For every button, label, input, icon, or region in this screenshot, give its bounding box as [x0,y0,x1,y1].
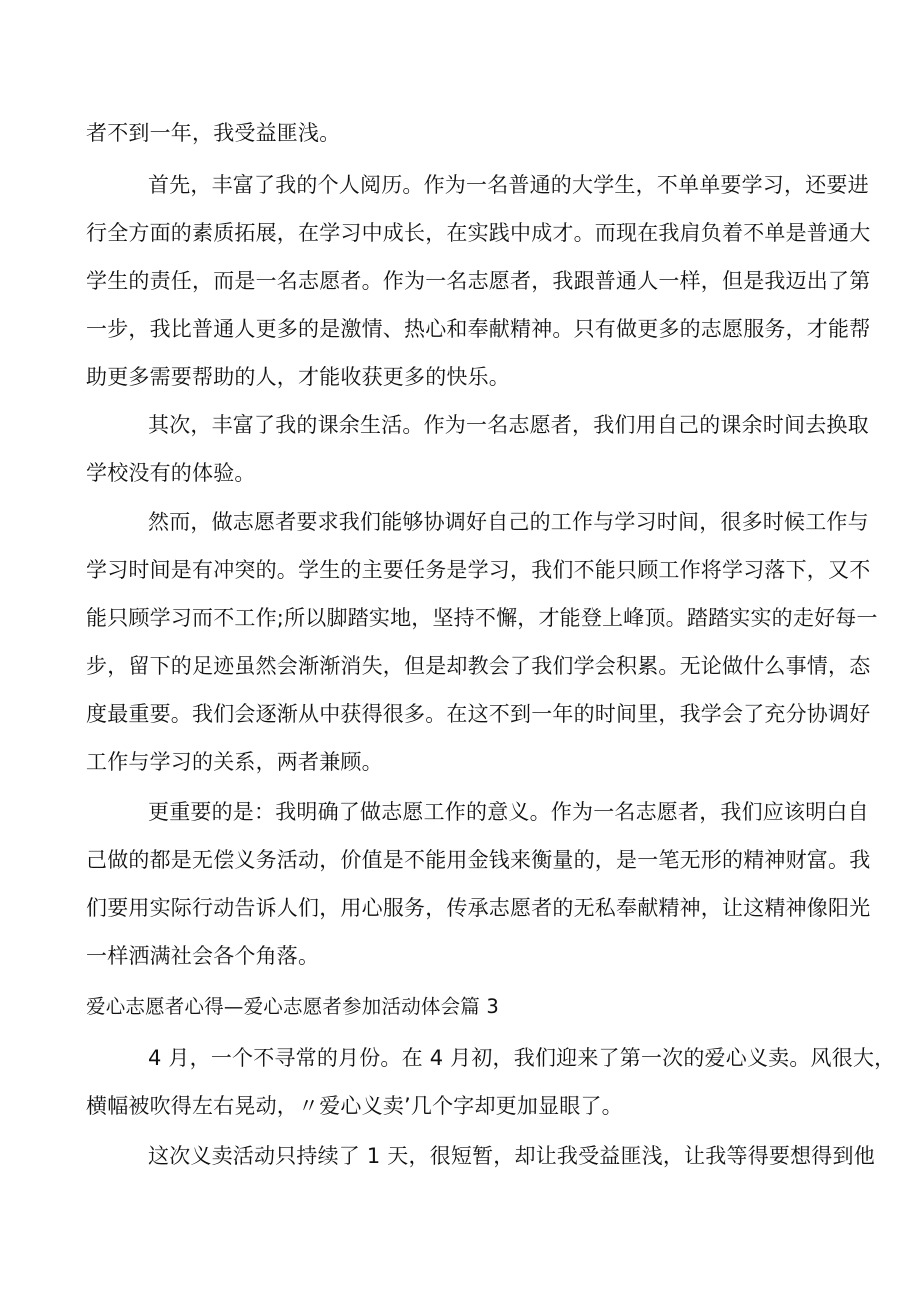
paragraph-line: 工作与学习的关系，两者兼顾。 [86,750,383,774]
paragraph-line: 度最重要。我们会逐渐从中获得很多。在这不到一年的时间里，我学会了充分协调好 [86,702,871,726]
paragraph-line: 这次义卖活动只持续了 1 天，很短暂，却让我受益匪浅，让我等得要想得到他 [148,1144,875,1168]
paragraph-line: 步，留下的足迹虽然会渐渐消失，但是却教会了我们学会积累。无论做什么事情，态 [86,654,871,678]
paragraph-line: 学校没有的体验。 [86,461,256,485]
paragraph-line: 学生的责任，而是一名志愿者。作为一名志愿者，我跟普通人一样，但是我迈出了第 [86,269,871,293]
paragraph-line: 一样洒满社会各个角落。 [86,944,320,968]
paragraph-line: 己做的都是无偿义务活动，价值是不能用金钱来衡量的，是一笔无形的精神财富。我 [86,848,871,872]
paragraph-line: 横幅被吹得左右晃动，〃爱心义卖’几个字却更加显眼了。 [86,1094,623,1118]
section-heading: 爱心志愿者心得—爱心志愿者参加活动体会篇 3 [86,995,500,1018]
paragraph-line: 助更多需要帮助的人，才能收获更多的快乐。 [86,365,510,389]
paragraph-line: 者不到一年，我受益匪浅。 [86,121,341,145]
paragraph-line: 行全方面的素质拓展，在学习中成长，在实践中成才。而现在我肩负着不单是普通大 [86,221,871,245]
paragraph-line: 首先，丰富了我的个人阅历。作为一名普通的大学生，不单单要学习，还要进 [148,173,869,197]
paragraph-line: 然而，做志愿者要求我们能够协调好自己的工作与学习时间，很多时候工作与 [148,510,869,534]
paragraph-line: 一步，我比普通人更多的是激情、热心和奉献精神。只有做更多的志愿服务，才能帮 [86,317,871,341]
paragraph-line: 们要用实际行动告诉人们，用心服务，传承志愿者的无私奉献精神，让这精神像阳光 [86,896,871,920]
paragraph-line: 能只顾学习而不工作;所以脚踏实地，坚持不懈，才能登上峰顶。踏踏实实的走好每一 [86,606,878,630]
paragraph-line: 4 月，一个不寻常的月份。在 4 月初，我们迎来了第一次的爱心义卖。风很大， [148,1046,896,1070]
paragraph-line: 学习时间是有冲突的。学生的主要任务是学习，我们不能只顾工作将学习落下，又不 [86,558,871,582]
paragraph-line: 其次，丰富了我的课余生活。作为一名志愿者，我们用自己的课余时间去换取 [148,413,869,437]
paragraph-line: 更重要的是：我明确了做志愿工作的意义。作为一名志愿者，我们应该明白自 [148,800,869,824]
